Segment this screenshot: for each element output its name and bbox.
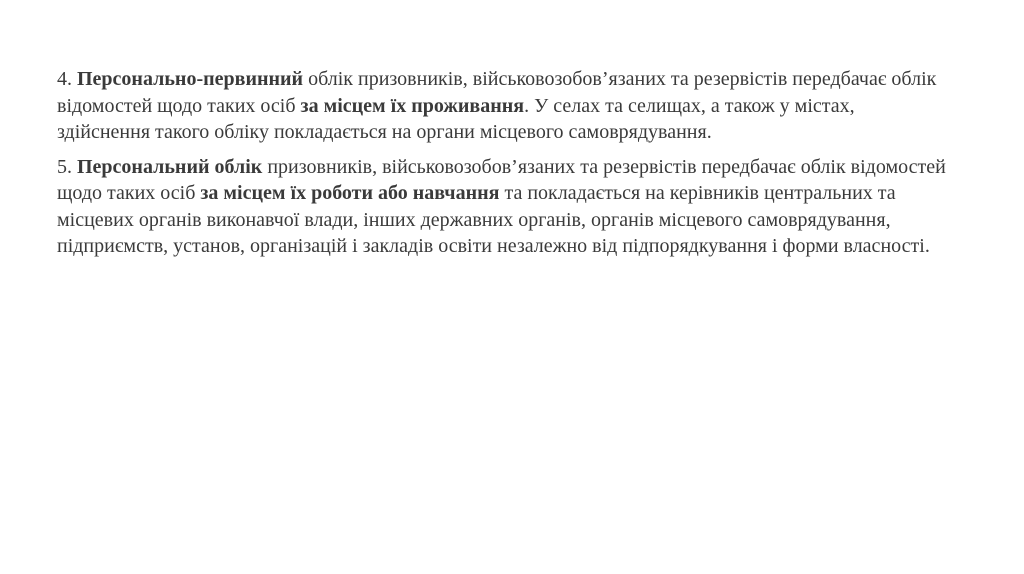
paragraph-personal-accounting bbox=[57, 154, 947, 260]
paragraph-text: облік призовників, військовозобов’язаних та резервістів передбачає облік відомостей щодо таких осіб bbox=[57, 68, 937, 117]
paragraph-term: Персонально-первинний bbox=[77, 68, 304, 90]
paragraph-term: Персональний облік bbox=[77, 155, 263, 178]
paragraph-number: 4. bbox=[57, 68, 72, 90]
paragraph-personal-primary-accounting bbox=[57, 66, 947, 146]
paragraph-text: призовників, військовозобов’язаних та резервістів передбачає облік відомостей щодо таких осіб bbox=[57, 155, 946, 204]
paragraph-number: 5. bbox=[57, 155, 72, 178]
slide-body bbox=[57, 66, 947, 268]
paragraph-emphasis: за місцем їх роботи або навчання bbox=[200, 182, 500, 204]
paragraph-text-continued: та покладається на керівників центральних та місцевих органів виконавчої влади, інших державних органів, органів місцевого самоврядування, підприємств, установ, організацій і закладів освіти незалежно від підпорядкування і форми власності. bbox=[57, 182, 930, 257]
paragraph-emphasis: за місцем їх проживання bbox=[300, 94, 525, 117]
paragraph-text-continued: . У селах та селищах, а також у містах, здійснення такого обліку покладається на органи місцевого самоврядування. bbox=[57, 94, 855, 143]
